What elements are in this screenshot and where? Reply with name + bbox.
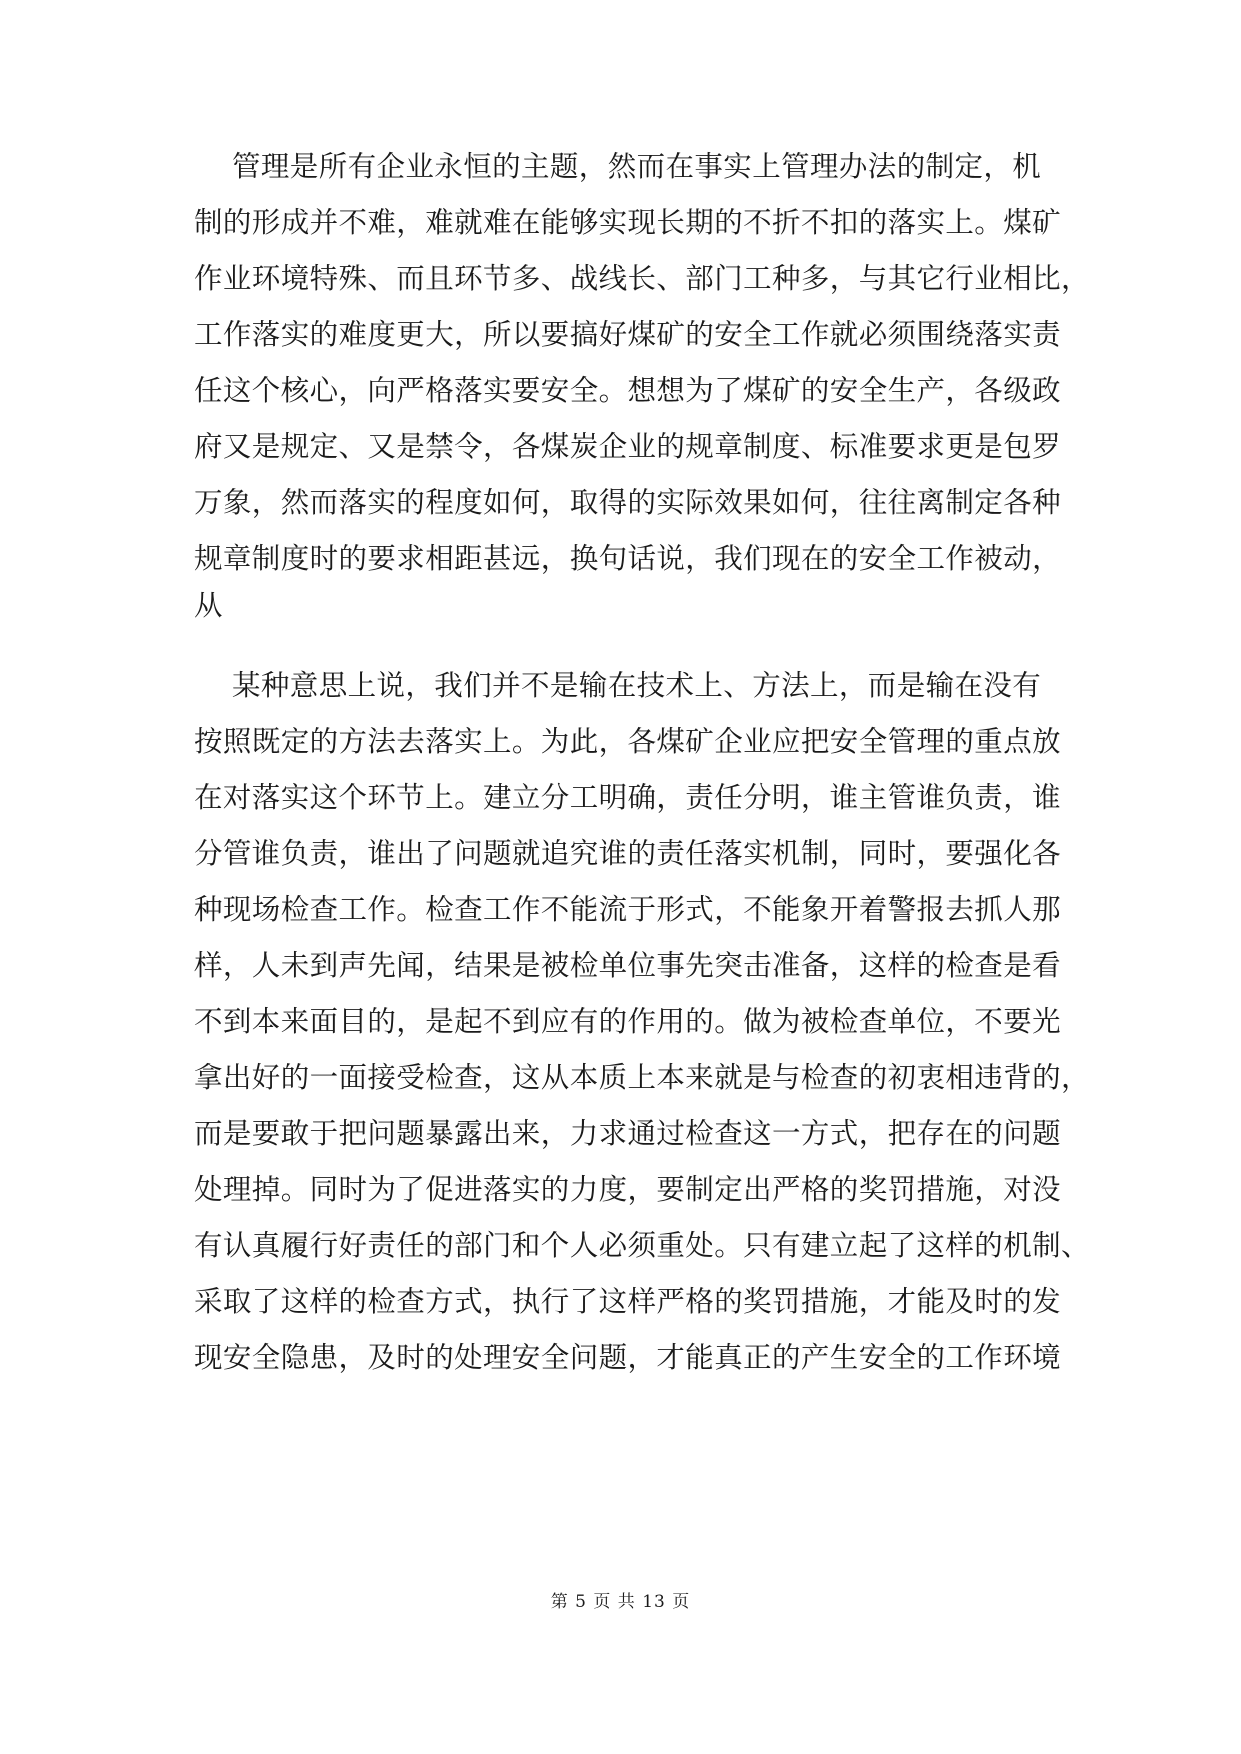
text-line-11: 按照既定的方法去落实上。为此，各煤矿企业应把安全管理的重点放 <box>194 725 1062 758</box>
text-line-7: 万象，然而落实的程度如何，取得的实际效果如何，往往离制定各种 <box>194 486 1062 519</box>
text-line-18: 而是要敢于把问题暴露出来，力求通过检查这一方式，把存在的问题 <box>194 1117 1062 1150</box>
text-line-5: 任这个核心，向严格落实要安全。想想为了煤矿的安全生产，各级政 <box>194 374 1062 407</box>
text-line-9: 从 <box>194 589 223 622</box>
text-line-20: 有认真履行好责任的部门和个人必须重处。只有建立起了这样的机制、 <box>194 1229 1090 1262</box>
text-line-1: 管理是所有企业永恒的主题，然而在事实上管理办法的制定，机 <box>232 150 1042 183</box>
text-line-14: 种现场检查工作。检查工作不能流于形式，不能象开着警报去抓人那 <box>194 893 1062 926</box>
text-line-6: 府又是规定、又是禁令，各煤炭企业的规章制度、标准要求更是包罗 <box>194 430 1062 463</box>
text-line-15: 样，人未到声先闻，结果是被检单位事先突击准备，这样的检查是看 <box>194 949 1062 982</box>
text-line-21: 采取了这样的检查方式，执行了这样严格的奖罚措施，才能及时的发 <box>194 1285 1062 1318</box>
text-line-13: 分管谁负责，谁出了问题就追究谁的责任落实机制，同时，要强化各 <box>194 837 1062 870</box>
text-line-22: 现安全隐患，及时的处理安全问题，才能真正的产生安全的工作环境 <box>194 1341 1062 1374</box>
text-line-8: 规章制度时的要求相距甚远，换句话说，我们现在的安全工作被动， <box>194 542 1062 575</box>
text-line-16: 不到本来面目的，是起不到应有的作用的。做为被检查单位，不要光 <box>194 1005 1062 1038</box>
text-line-4: 工作落实的难度更大，所以要搞好煤矿的安全工作就必须围绕落实责 <box>194 318 1062 351</box>
text-line-17: 拿出好的一面接受检查，这从本质上本来就是与检查的初衷相违背的， <box>194 1061 1090 1094</box>
text-line-19: 处理掉。同时为了促进落实的力度，要制定出严格的奖罚措施，对没 <box>194 1173 1062 1206</box>
text-line-12: 在对落实这个环节上。建立分工明确，责任分明，谁主管谁负责，谁 <box>194 781 1062 814</box>
text-line-3: 作业环境特殊、而且环节多、战线长、部门工种多，与其它行业相比， <box>194 262 1090 295</box>
text-line-2: 制的形成并不难，难就难在能够实现长期的不折不扣的落实上。煤矿 <box>194 206 1062 239</box>
text-line-10: 某种意思上说，我们并不是输在技术上、方法上，而是输在没有 <box>232 669 1042 702</box>
page-number-footer: 第 5 页 共 13 页 <box>550 1592 691 1612</box>
